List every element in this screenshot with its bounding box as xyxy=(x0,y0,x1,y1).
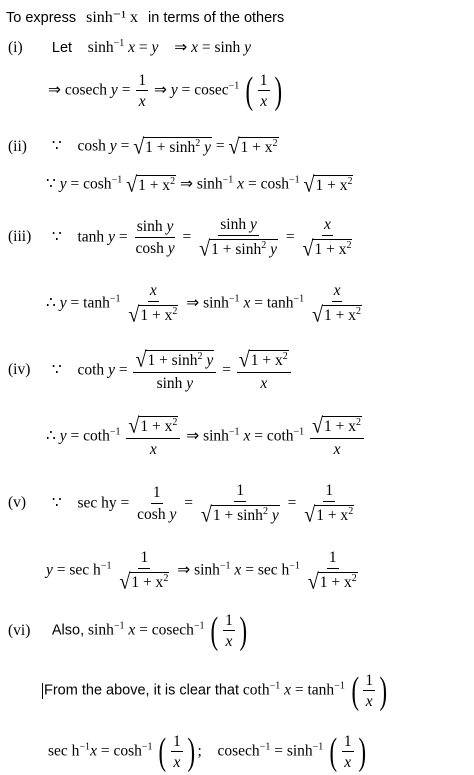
equals-sign: = xyxy=(118,228,128,246)
equals-sign: = xyxy=(70,427,80,445)
tanh-token: tanh xyxy=(83,294,110,312)
inverse-exponent: −1 xyxy=(109,293,121,305)
fraction-sqrt-over-x: √ $1 + x^2$ x xyxy=(310,416,364,458)
sinh-token: sinh xyxy=(87,39,114,56)
implies-sign: ⇒ xyxy=(177,561,191,579)
final-line xyxy=(48,733,368,771)
equals-sign: = xyxy=(120,137,130,155)
heading-suffix: in terms of the others xyxy=(148,10,285,26)
step-ii-line-2 xyxy=(46,172,353,198)
var-x: x xyxy=(243,294,251,312)
sqrt-1-plus-x2: √ $1 + x^2$ xyxy=(126,172,176,198)
var-y: y xyxy=(59,427,67,445)
implies-sign: ⇒ xyxy=(179,175,193,193)
inverse-exponent: −1 xyxy=(269,680,281,692)
inverse-exponent: −1 xyxy=(288,174,300,186)
step-v-line-1 xyxy=(8,483,358,525)
sech-token: sec h xyxy=(257,561,290,579)
paren-1-over-x: ( $\frac{1}{x}$ ) xyxy=(329,731,366,773)
var-y: y xyxy=(110,81,118,99)
inverse-exponent: −1 xyxy=(334,680,345,692)
inverse-exponent: −1 xyxy=(193,620,205,632)
equals-sign: = xyxy=(138,39,148,56)
because-sign: ∵ xyxy=(51,228,62,246)
heading-line xyxy=(6,10,284,26)
sqrt-1-plus-x2: √ $1 + x^2$ xyxy=(228,134,278,160)
inverse-exponent: −1 xyxy=(228,426,240,438)
var-y: y xyxy=(59,294,67,312)
step-i-line-1 xyxy=(8,40,251,56)
cosh-token: cosh xyxy=(77,137,106,155)
step-ii-line-1 xyxy=(8,134,279,160)
implies-sign: ⇒ xyxy=(186,427,200,445)
fraction-sinhy-over-sqrt: sinh y √ $1 + \sinh^2 y$ xyxy=(199,216,277,261)
label-v: (v) xyxy=(8,494,27,512)
var-x: x xyxy=(243,427,251,445)
equals-sign: = xyxy=(70,175,80,193)
tanh-token: tanh xyxy=(266,294,294,312)
var-y: y xyxy=(151,39,159,56)
cosh-token: cosh xyxy=(83,175,112,193)
fraction-x-over-sqrt: x √ $1 + x^2$ xyxy=(312,282,362,327)
fraction-1-over-sqrt-x: 1 √ $1 + x^2$ xyxy=(304,482,354,527)
fraction-1-over-x: $\frac{1}{x}$ xyxy=(138,71,147,110)
equals-sign: = xyxy=(247,175,257,193)
cosh-token: cosh xyxy=(260,175,289,193)
equals-sign: = xyxy=(222,361,231,379)
coth-token: coth xyxy=(266,427,294,445)
var-x: x xyxy=(191,39,198,56)
equals-sign: = xyxy=(139,621,148,639)
equals-sign: = xyxy=(118,361,128,379)
inverse-exponent: −1 xyxy=(259,741,271,753)
equals-sign: = xyxy=(100,742,110,760)
var-x: x xyxy=(237,175,245,193)
fraction-1-over-sqrt-x: 1 √ $1 + x^2$ xyxy=(119,549,169,594)
equals-sign: = xyxy=(56,561,66,579)
equals-sign: = xyxy=(294,681,304,699)
cosech-token: cosech xyxy=(64,81,108,99)
sinh-token: sinh xyxy=(214,39,241,56)
because-sign: ∵ xyxy=(51,494,62,512)
implies-sign: ⇒ xyxy=(174,39,188,56)
var-y: y xyxy=(244,39,252,56)
inverse-exponent: −1 xyxy=(222,174,234,186)
var-y: y xyxy=(59,175,67,193)
because-sign: ∵ xyxy=(51,137,62,155)
tanh-token: tanh xyxy=(77,228,105,246)
sinh-token: sinh xyxy=(194,561,220,579)
equals-sign: = xyxy=(215,137,225,155)
var-y: y xyxy=(108,361,115,379)
inverse-exponent: −1 xyxy=(79,741,91,753)
step-v-line-2 xyxy=(46,550,362,592)
also-word: Also, xyxy=(51,622,85,639)
step-iv-line-1 xyxy=(8,347,293,392)
text-cursor xyxy=(42,683,43,699)
coth-token: coth xyxy=(83,427,110,445)
inverse-exponent: −1 xyxy=(312,741,324,753)
because-sign: ∵ xyxy=(51,361,62,379)
equals-sign: = xyxy=(182,228,192,246)
step-vi-line-1 xyxy=(8,612,250,650)
inverse-exponent: −1 xyxy=(111,174,123,186)
step-i-line-2 xyxy=(48,72,284,110)
paren-1-over-x: ( $\frac{1}{x}$ ) xyxy=(158,731,195,773)
equals-sign: = xyxy=(245,561,254,579)
sech-token: sec h xyxy=(48,742,80,760)
coth-token: coth xyxy=(77,361,105,379)
fraction-1-over-sqrt-sinh: 1 √ $1 + \sinh^2 y$ xyxy=(200,482,279,527)
fraction-x-over-sqrt: x √ $1 + x^2$ xyxy=(302,216,352,261)
sinh-token: sinh xyxy=(203,294,229,312)
sqrt-1-plus-x2: √ $1 + x^2$ xyxy=(303,172,353,198)
conclusion-text: From the above, it is clear that xyxy=(44,682,240,699)
equals-sign: = xyxy=(181,81,191,99)
fraction-1-over-coshy: $\frac{1}{\text{cosh y}}$ xyxy=(137,484,177,523)
cosh-token: cosh xyxy=(113,742,142,760)
var-y: y xyxy=(170,81,178,99)
equals-sign: = xyxy=(70,294,80,312)
sech-token: sec hy xyxy=(77,494,117,512)
inverse-exponent: −1 xyxy=(109,426,121,438)
inverse-exponent: −1 xyxy=(293,293,305,305)
paren-1-over-x: ( $\frac{1}{x}$ ) xyxy=(245,70,282,112)
var-y: y xyxy=(108,228,115,246)
inverse-exponent: −1 xyxy=(113,38,125,49)
inverse-exponent: −1 xyxy=(293,426,305,438)
paren-1-over-x: ( $\frac{1}{x}$ ) xyxy=(210,610,247,652)
fraction-sqrt-over-x: √ $1 + x^2$ x xyxy=(126,416,180,458)
fraction-1-over-sqrt-x: 1 √ $1 + x^2$ xyxy=(307,549,357,594)
inverse-exponent: −1 xyxy=(113,620,125,632)
cosech-token: cosech xyxy=(217,742,260,760)
cosech-token: cosech xyxy=(151,621,194,639)
label-i: (i) xyxy=(8,39,23,56)
inverse-exponent: −1 xyxy=(219,560,231,572)
implies-sign: ⇒ xyxy=(186,294,200,312)
var-x: x xyxy=(90,742,97,760)
fraction-sqrt-over-sinhy: √ $1 + \sinh^2 y$ sinh y xyxy=(133,350,216,392)
cosec-token: cosec xyxy=(194,81,229,99)
var-x: x xyxy=(128,39,136,56)
sqrt-1-plus-sinh2y: √ $1 + \sinh^2 y$ xyxy=(133,134,212,160)
therefore-sign: ∴ xyxy=(46,427,56,445)
tanh-token: tanh xyxy=(307,681,335,699)
inverse-exponent: −1 xyxy=(100,560,112,572)
var-y: y xyxy=(46,561,53,579)
implies-sign: ⇒ xyxy=(48,81,61,99)
equals-sign: = xyxy=(254,294,263,312)
label-vi: (vi) xyxy=(8,621,31,639)
equals-sign: = xyxy=(184,494,193,512)
var-x: x xyxy=(284,681,291,699)
inverse-exponent: −1 xyxy=(228,293,240,305)
equals-sign: = xyxy=(120,494,130,512)
inverse-exponent: −1 xyxy=(228,80,240,92)
inverse-exponent: −1 xyxy=(289,560,300,572)
sech-token: sec h xyxy=(69,561,101,579)
equals-sign: = xyxy=(121,81,131,99)
sinh-token: sinh xyxy=(203,427,229,445)
var-y: y xyxy=(109,137,117,155)
heading-prefix: To express xyxy=(6,10,77,26)
equals-sign: = xyxy=(285,228,295,246)
because-sign: ∵ xyxy=(46,175,56,193)
equals-sign: = xyxy=(201,39,211,56)
equals-sign: = xyxy=(274,742,283,760)
conclusion-line xyxy=(42,672,390,710)
label-ii: (ii) xyxy=(8,137,27,155)
fraction-sqrt-over-x: √ $1 + x^2$ x xyxy=(237,350,291,392)
equals-sign: = xyxy=(287,494,297,512)
equals-sign: = xyxy=(254,427,263,445)
semicolon: ; xyxy=(197,742,202,760)
label-iii: (iii) xyxy=(8,228,32,246)
var-x: x xyxy=(234,561,242,579)
sinh-token: sinh xyxy=(196,175,223,193)
inverse-exponent: −1 xyxy=(141,741,153,753)
sinh-token: sinh xyxy=(88,621,114,639)
step-iii-line-2 xyxy=(46,283,366,325)
var-x: x xyxy=(128,621,136,639)
fraction-x-over-sqrt: x √ $1 + x^2$ xyxy=(128,282,178,327)
label-iv: (iv) xyxy=(8,361,31,379)
paren-1-over-x: ( $\frac{1}{x}$ ) xyxy=(351,670,388,712)
fraction-sinhy-over-coshy: $\frac{\text{sinh y}}{\text{cosh y}}$ xyxy=(135,218,175,257)
step-iv-line-2 xyxy=(46,413,366,458)
implies-sign: ⇒ xyxy=(153,81,167,99)
sinh-token: sinh xyxy=(286,742,313,760)
heading-expression: sinh⁻¹ x xyxy=(86,9,139,26)
therefore-sign: ∴ xyxy=(46,294,56,312)
let-word: Let xyxy=(51,40,73,56)
coth-token: coth xyxy=(242,681,270,699)
step-iii-line-1 xyxy=(8,217,356,259)
